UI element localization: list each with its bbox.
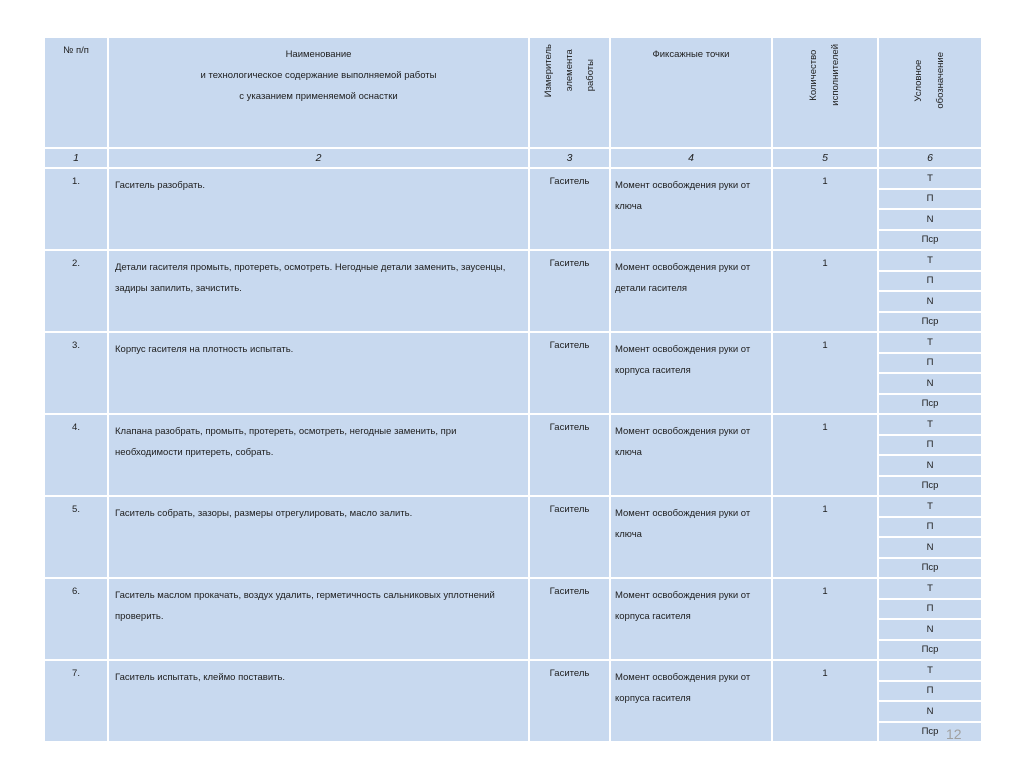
- row-description: Корпус гасителя на плотность испытать.: [108, 332, 529, 414]
- header-name: [108, 37, 529, 148]
- header-count: [772, 37, 878, 148]
- row-number: 6.: [44, 578, 108, 660]
- row-number: 5.: [44, 496, 108, 578]
- row-symbol: П: [878, 517, 982, 538]
- row-count: 1: [772, 496, 878, 578]
- row-description: Гаситель собрать, зазоры, размеры отрегулировать, масло залить.: [108, 496, 529, 578]
- row-symbol: П: [878, 189, 982, 210]
- row-symbol: Пср: [878, 722, 982, 743]
- row-symbol: N: [878, 455, 982, 476]
- table-row: [44, 660, 982, 681]
- column-number: 2: [108, 148, 529, 168]
- table-row: [44, 168, 982, 189]
- column-number: 5: [772, 148, 878, 168]
- row-symbol: Пср: [878, 476, 982, 497]
- row-symbol: Пср: [878, 640, 982, 661]
- header-symbol: [878, 37, 982, 148]
- header-name-line: Наименование: [285, 49, 352, 60]
- header-count-line: исполнителей: [830, 44, 841, 106]
- row-symbol: Пср: [878, 312, 982, 333]
- row-symbol: Т: [878, 332, 982, 353]
- row-unit: Гаситель: [529, 496, 610, 578]
- row-number: 3.: [44, 332, 108, 414]
- row-fix-point: Момент освобождения руки от корпуса гасителя: [610, 660, 772, 742]
- header-name-line: с указанием применяемой оснастки: [239, 91, 398, 102]
- row-count: 1: [772, 414, 878, 496]
- row-symbol: Т: [878, 660, 982, 681]
- table-row: [44, 496, 982, 517]
- row-symbol: Пср: [878, 558, 982, 579]
- row-number: 4.: [44, 414, 108, 496]
- row-count: 1: [772, 660, 878, 742]
- row-symbol: П: [878, 271, 982, 292]
- row-symbol: Т: [878, 496, 982, 517]
- row-number: 2.: [44, 250, 108, 332]
- header-name-line: и технологическое содержание выполняемой работы: [200, 70, 437, 81]
- table-row: [44, 578, 982, 599]
- row-symbol: N: [878, 537, 982, 558]
- row-description: Гаситель испытать, клеймо поставить.: [108, 660, 529, 742]
- row-symbol: Пср: [878, 230, 982, 251]
- row-fix-point: Момент освобождения руки от ключа: [610, 414, 772, 496]
- page-number: 12: [946, 726, 962, 742]
- table-row: [44, 332, 982, 353]
- row-unit: Гаситель: [529, 660, 610, 742]
- header-unit-line: работы: [585, 59, 596, 92]
- table-row: [44, 250, 982, 271]
- row-description: Гаситель разобрать.: [108, 168, 529, 250]
- row-symbol: N: [878, 291, 982, 312]
- row-fix-point: Момент освобождения руки от детали гасителя: [610, 250, 772, 332]
- row-symbol: П: [878, 599, 982, 620]
- row-unit: Гаситель: [529, 168, 610, 250]
- row-count: 1: [772, 578, 878, 660]
- row-unit: Гаситель: [529, 250, 610, 332]
- header-unit-line: элемента: [564, 49, 575, 92]
- header-count-line: Количество: [808, 49, 819, 101]
- header-symbol-line: обозначение: [935, 52, 946, 109]
- table-row: [44, 414, 982, 435]
- row-count: 1: [772, 332, 878, 414]
- row-description: Клапана разобрать, промыть, протереть, осмотреть, негодные заменить, при необходимости притереть, собрать.: [108, 414, 529, 496]
- header-unit-line: Измеритель: [543, 44, 554, 98]
- header-row: [44, 37, 982, 148]
- row-symbol: П: [878, 353, 982, 374]
- row-fix-point: Момент освобождения руки от ключа: [610, 496, 772, 578]
- row-symbol: N: [878, 373, 982, 394]
- row-unit: Гаситель: [529, 578, 610, 660]
- row-unit: Гаситель: [529, 414, 610, 496]
- row-symbol: П: [878, 681, 982, 702]
- row-description: Детали гасителя промыть, протереть, осмотреть. Негодные детали заменить, заусенцы, задиры запилить, зачистить.: [108, 250, 529, 332]
- header-number: № п/п: [44, 37, 108, 148]
- column-number: 3: [529, 148, 610, 168]
- row-description: Гаситель маслом прокачать, воздух удалить, герметичность сальниковых уплотнений проверить.: [108, 578, 529, 660]
- row-fix-point: Момент освобождения руки от ключа: [610, 168, 772, 250]
- row-number: 7.: [44, 660, 108, 742]
- row-symbol: Т: [878, 578, 982, 599]
- row-symbol: Т: [878, 168, 982, 189]
- row-fix-point: Момент освобождения руки от корпуса гасителя: [610, 332, 772, 414]
- operations-table: [43, 36, 983, 743]
- header-fix-points: Фиксажные точки: [610, 37, 772, 148]
- row-symbol: N: [878, 701, 982, 722]
- header-unit: [529, 37, 610, 148]
- column-numbers-row: [44, 148, 982, 168]
- row-symbol: Т: [878, 250, 982, 271]
- row-count: 1: [772, 168, 878, 250]
- header-symbol-line: Условное: [913, 59, 924, 102]
- row-symbol: П: [878, 435, 982, 456]
- row-count: 1: [772, 250, 878, 332]
- row-unit: Гаситель: [529, 332, 610, 414]
- row-symbol: Т: [878, 414, 982, 435]
- row-symbol: N: [878, 619, 982, 640]
- column-number: 1: [44, 148, 108, 168]
- row-fix-point: Момент освобождения руки от корпуса гасителя: [610, 578, 772, 660]
- row-symbol: N: [878, 209, 982, 230]
- column-number: 4: [610, 148, 772, 168]
- row-symbol: Пср: [878, 394, 982, 415]
- column-number: 6: [878, 148, 982, 168]
- row-number: 1.: [44, 168, 108, 250]
